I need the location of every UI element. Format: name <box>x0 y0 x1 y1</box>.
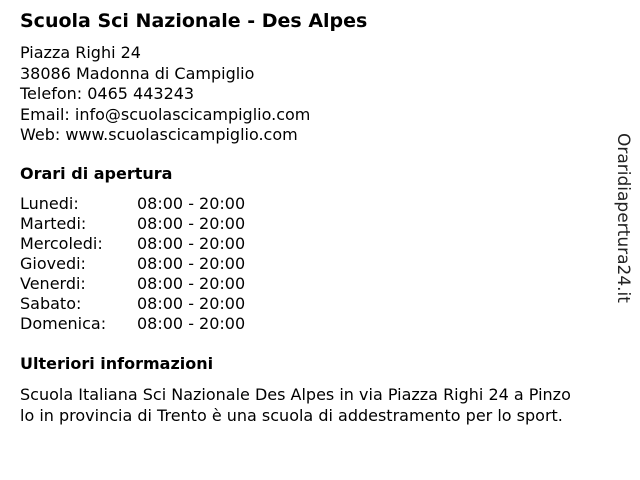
hours-time: 08:00 - 20:00 <box>137 234 246 253</box>
hours-time: 08:00 - 20:00 <box>137 294 246 313</box>
hours-day: Mercoledi: <box>20 234 103 253</box>
phone-line: Telefon: 0465 443243 <box>20 84 195 103</box>
hours-day: Martedi: <box>20 214 87 233</box>
more-info-heading: Ulteriori informazioni <box>20 354 214 373</box>
hours-time: 08:00 - 20:00 <box>137 194 246 213</box>
address-city: 38086 Madonna di Campiglio <box>20 63 255 83</box>
more-info-line: lo in provincia di Trento è una scuola di addestramento per lo sport. <box>20 406 563 425</box>
hours-day: Sabato: <box>20 294 82 313</box>
more-info-line: Scuola Italiana Sci Nazionale Des Alpes in via Piazza Righi 24 a Pinzo <box>20 385 571 404</box>
hours-day: Lunedi: <box>20 194 79 213</box>
hours-time: 08:00 - 20:00 <box>137 214 246 233</box>
web-line: Web: www.scuolascicampiglio.com <box>20 125 298 144</box>
opening-hours-heading: Orari di apertura <box>20 164 173 183</box>
hours-time: 08:00 - 20:00 <box>137 314 246 333</box>
hours-day: Giovedi: <box>20 254 86 273</box>
address-street: Piazza Righi 24 <box>20 43 141 62</box>
hours-day: Domenica: <box>20 314 107 333</box>
hours-time: 08:00 - 20:00 <box>137 274 246 293</box>
address-block <box>20 43 310 146</box>
more-info-text <box>20 384 571 426</box>
business-name: Scuola Sci Nazionale - Des Alpes <box>20 10 368 32</box>
hours-time: 08:00 - 20:00 <box>137 254 246 273</box>
hours-day: Venerdi: <box>20 274 86 293</box>
email-line: Email: info@scuolascicampiglio.com <box>20 104 311 124</box>
site-watermark: Oraridiapertura24.it <box>613 133 633 303</box>
